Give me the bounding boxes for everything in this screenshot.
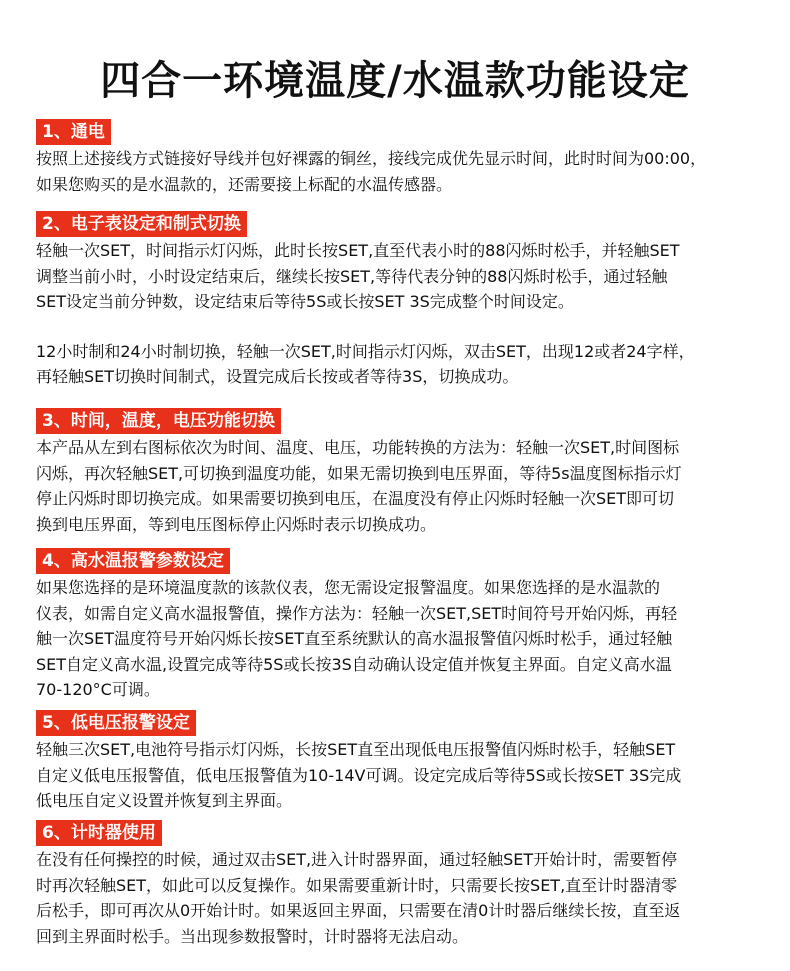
section-heading: 3、时间，温度，电压功能切换 [36, 408, 281, 434]
section-paragraph: 12小时制和24小时制切换，轻触一次SET,时间指示灯闪烁，双击SET，出现12或者24字样， 再轻触SET切换时间制式，设置完成后长按或者等待3S，切换成功。 [36, 341, 695, 386]
section-heading: 5、低电压报警设定 [36, 710, 196, 736]
section-high-water-temp-alarm [36, 548, 766, 703]
section-paragraph: 轻触三次SET,电池符号指示灯闪烁，长按SET直至出现低电压报警值闪烁时松手，轻触SET 自定义低电压报警值，低电压报警值为10-14V可调。设定完成后等待5S或长按SET 3S完成 低电压自定义设置并恢复到主界面。 [36, 740, 682, 810]
section-paragraph: 本产品从左到右图标依次为时间、温度、电压，功能转换的方法为：轻触一次SET,时间图标 闪烁，再次轻触SET,可切换到温度功能，如果无需切换到电压界面，等待5s温度图标指示灯 停止闪烁时即切换完成。如果需要切换到电压，在温度没有停止闪烁时轻触一次SET即可切 换到电压界面，等到电压图标停止闪烁时表示切换成功。 [36, 438, 682, 534]
section-timer-usage [36, 820, 766, 949]
section-paragraph: 按照上述接线方式链接好导线并包好裸露的铜丝，接线完成优先显示时间，此时时间为00:00， 如果您购买的是水温款的，还需要接上标配的水温传感器。 [36, 149, 707, 194]
section-heading: 2、电子表设定和制式切换 [36, 211, 247, 237]
section-paragraph: 轻触一次SET，时间指示灯闪烁，此时长按SET,直至代表小时的88闪烁时松手，并轻触SET 调整当前小时，小时设定结束后，继续长按SET,等待代表分钟的88闪烁时松手，通过轻触 SET设定当前分钟数，设定结束后等待5S或长按SET 3S完成整个时间设定。 [36, 241, 680, 311]
page-title: 四合一环境温度/水温款功能设定 [100, 57, 690, 104]
section-heading: 1、通电 [36, 119, 111, 145]
section-clock-setting [36, 211, 766, 390]
section-power-on [36, 119, 766, 197]
section-function-switch [36, 408, 766, 537]
section-paragraph: 如果您选择的是环境温度款的该款仪表，您无需设定报警温度。如果您选择的是水温款的 仪表，如需自定义高水温报警值，操作方法为：轻触一次SET,SET时间符号开始闪烁，再轻 触一次SET温度符号开始闪烁长按SET直至系统默认的高水温报警值闪烁时松手，通过轻触 SET自定义高水温,设置完成等待5S或长按3S自动确认设定值并恢复主界面。自定义高水温 70-120°C可调。 [36, 578, 678, 699]
section-paragraph: 在没有任何操控的时候，通过双击SET,进入计时器界面，通过轻触SET开始计时，需要暂停 时再次轻触SET，如此可以反复操作。如果需要重新计时，只需要长按SET,直至计时器清零 后松手，即可再次从0开始计时。如果返回主界面，只需要在清0计时器后继续长按，直至返 回到主界面时松手。当出现参数报警时，计时器将无法启动。 [36, 850, 681, 946]
section-low-voltage-alarm [36, 710, 766, 814]
section-heading: 4、高水温报警参数设定 [36, 548, 230, 574]
section-heading: 6、计时器使用 [36, 820, 162, 846]
